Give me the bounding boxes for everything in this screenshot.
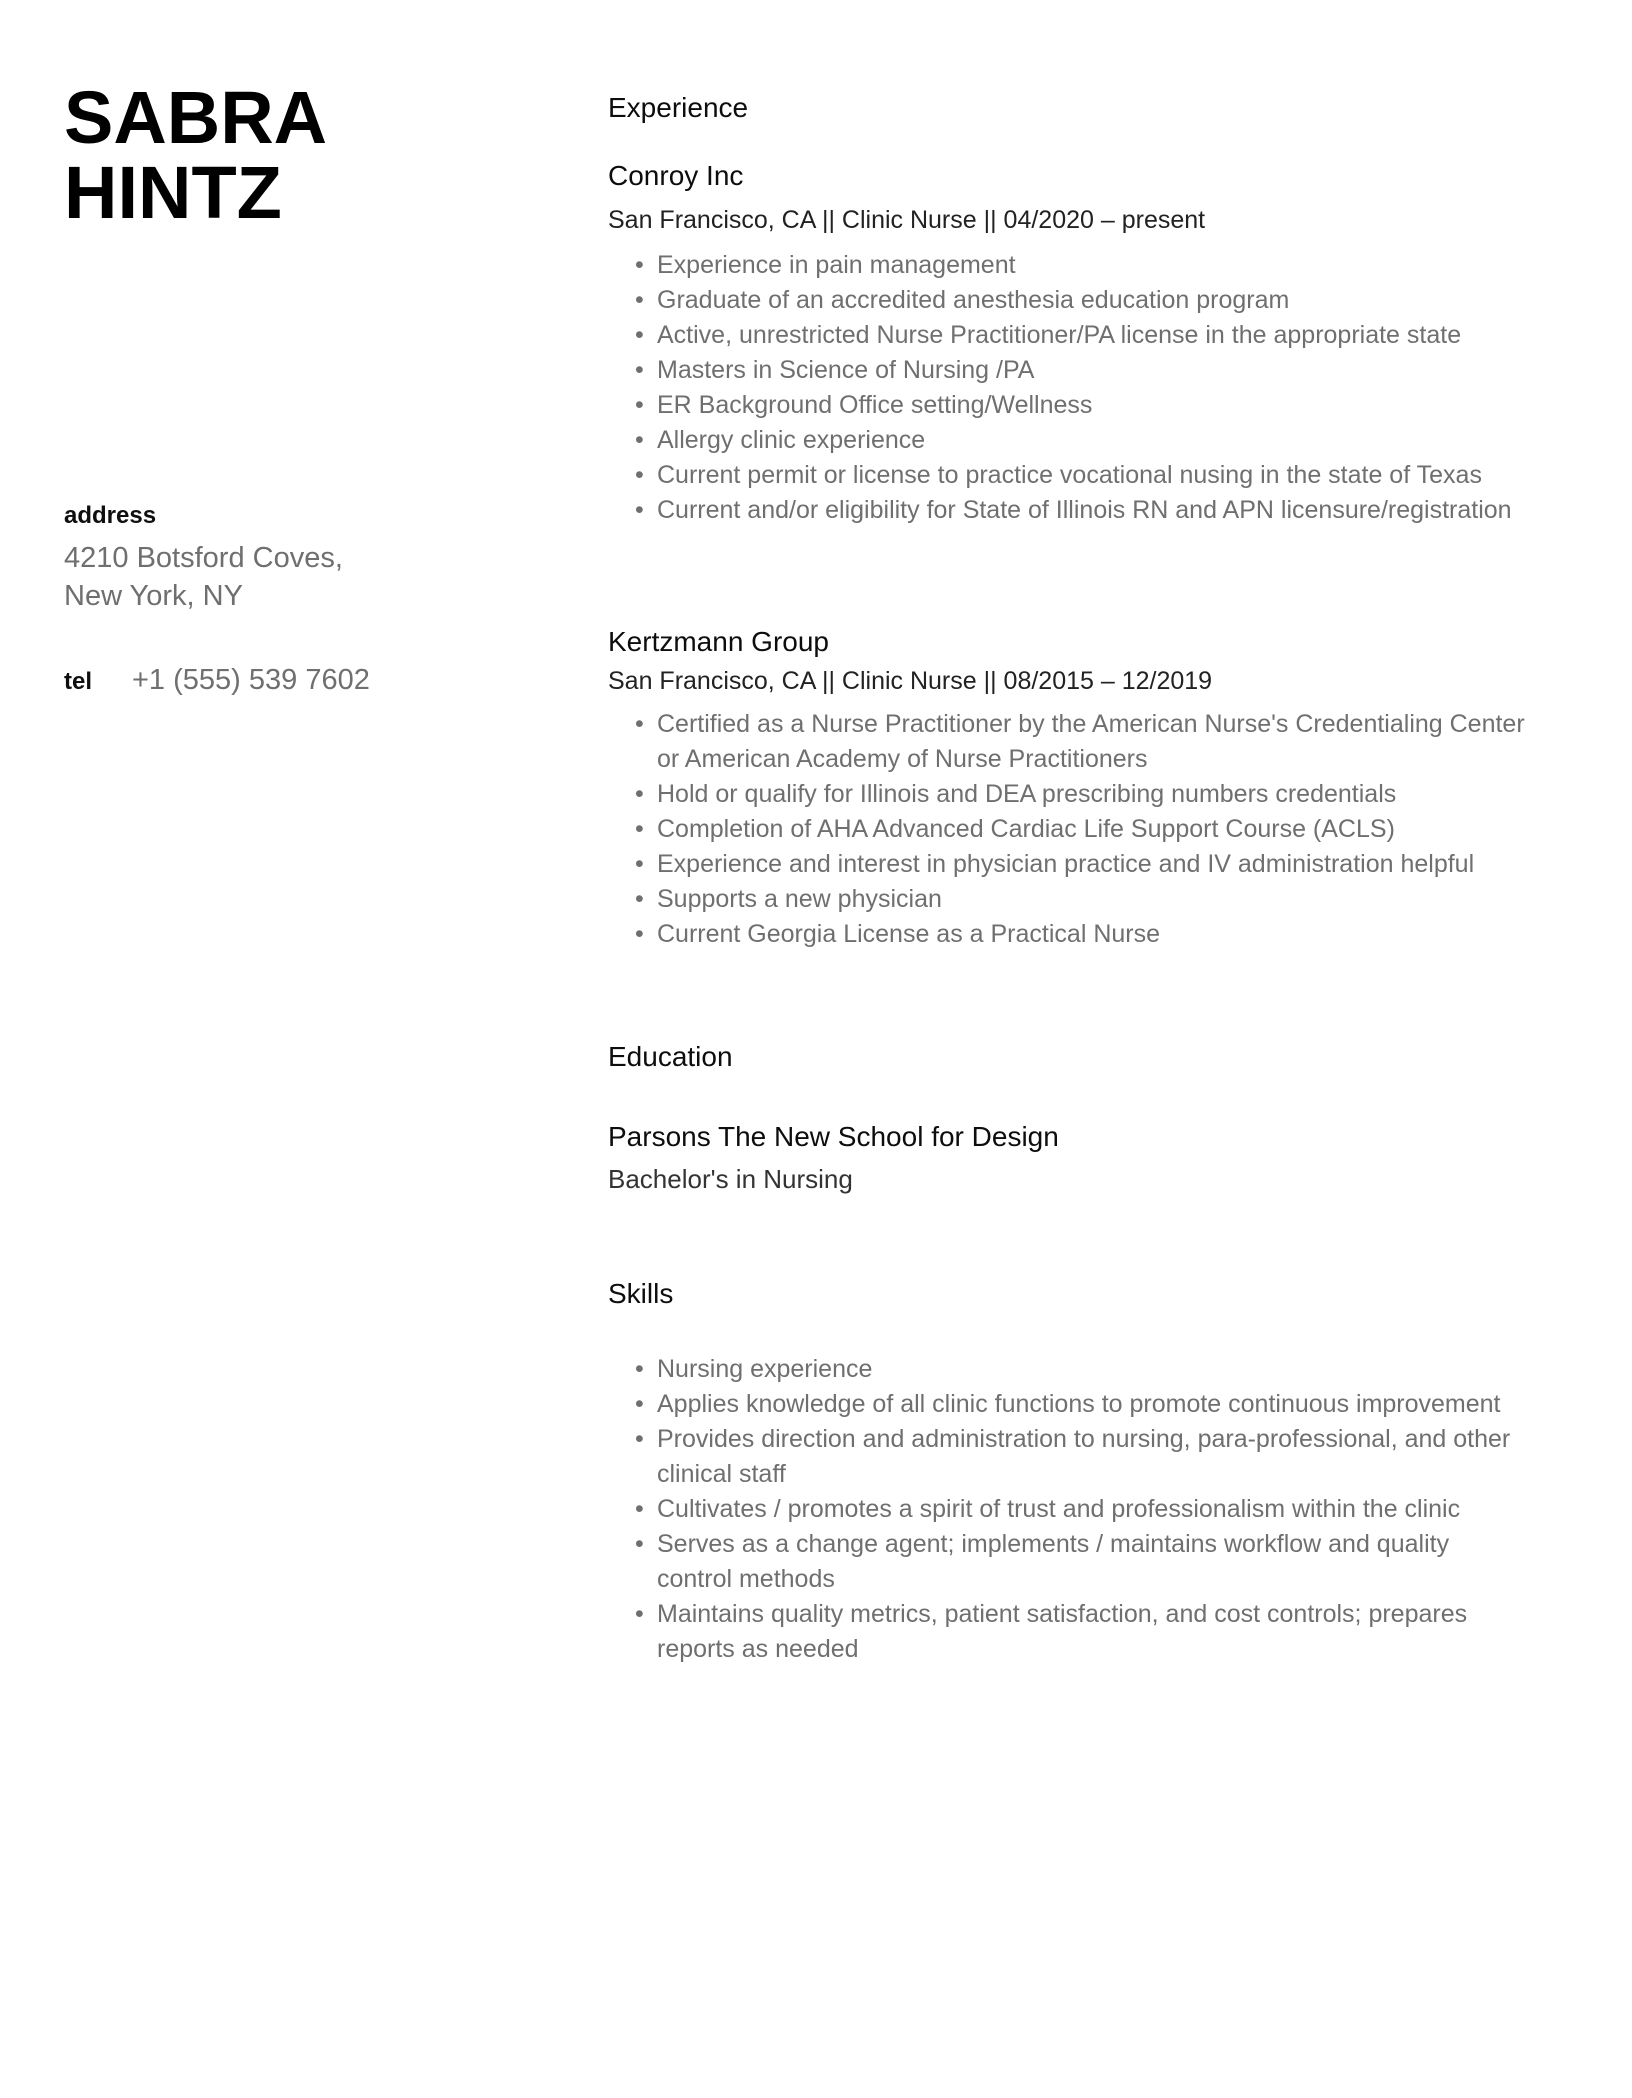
bullet-item: • Serves as a change agent; implements / maintains workflow and quality control methods: [657, 1527, 1526, 1597]
address-line-2: New York, NY: [64, 580, 243, 612]
tel-value: +1 (555) 539 7602: [132, 664, 370, 696]
person-name: [64, 76, 328, 234]
skills-bullet-list: [608, 1352, 1526, 1667]
bullet-item: • Graduate of an accredited anesthesia education program: [657, 283, 1526, 318]
bullet-item: • Cultivates / promotes a spirit of trust and professionalism within the clinic: [657, 1492, 1526, 1527]
bullet-item: • Experience in pain management: [657, 248, 1526, 283]
bullet-item: • Applies knowledge of all clinic functions to promote continuous improvement: [657, 1387, 1526, 1422]
job-meta-line: San Francisco, CA || Clinic Nurse || 08/2015 – 12/2019: [608, 667, 1213, 695]
bullet-item: • Hold or qualify for Illinois and DEA prescribing numbers credentials: [657, 777, 1526, 812]
section-heading-experience: Experience: [608, 92, 749, 123]
bullet-item: • ER Background Office setting/Wellness: [657, 388, 1526, 423]
bullet-item: • Nursing experience: [657, 1352, 1526, 1387]
bullet-item: • Completion of AHA Advanced Cardiac Life Support Course (ACLS): [657, 812, 1526, 847]
bullet-item: • Allergy clinic experience: [657, 423, 1526, 458]
job-meta-line: San Francisco, CA || Clinic Nurse || 04/2020 – present: [608, 206, 1206, 234]
job-bullet-list: [608, 707, 1526, 952]
education-degree: Bachelor's in Nursing: [608, 1164, 853, 1194]
section-heading-education: Education: [608, 1041, 733, 1072]
job-company-name: Conroy Inc: [608, 160, 744, 191]
education-school-name: Parsons The New School for Design: [608, 1121, 1059, 1152]
bullet-item: • Certified as a Nurse Practitioner by the American Nurse's Credentialing Center or American Academy of Nurse Practitioners: [657, 707, 1526, 777]
bullet-item: • Experience and interest in physician practice and IV administration helpful: [657, 847, 1526, 882]
bullet-item: • Current Georgia License as a Practical Nurse: [657, 917, 1526, 952]
bullet-item: • Provides direction and administration to nursing, para-professional, and other clinical staff: [657, 1422, 1526, 1492]
tel-label: tel: [64, 668, 93, 695]
job-bullet-list: [608, 248, 1526, 528]
address-line-1: 4210 Botsford Coves,: [64, 542, 343, 574]
bullet-item: • Maintains quality metrics, patient satisfaction, and cost controls; prepares reports as needed: [657, 1597, 1526, 1667]
person-last-name: HINTZ: [64, 151, 282, 234]
bullet-item: • Supports a new physician: [657, 882, 1526, 917]
job-company-name: Kertzmann Group: [608, 626, 829, 657]
address-value: [64, 539, 343, 615]
bullet-item: • Current permit or license to practice vocational nusing in the state of Texas: [657, 458, 1526, 493]
bullet-item: • Active, unrestricted Nurse Practitioner/PA license in the appropriate state: [657, 318, 1526, 353]
tel-row: [64, 664, 370, 697]
section-heading-skills: Skills: [608, 1278, 674, 1309]
person-first-name: SABRA: [64, 76, 328, 159]
bullet-item: • Current and/or eligibility for State of Illinois RN and APN licensure/registration: [657, 493, 1526, 528]
address-label: address: [64, 502, 157, 529]
bullet-item: • Masters in Science of Nursing /PA: [657, 353, 1526, 388]
